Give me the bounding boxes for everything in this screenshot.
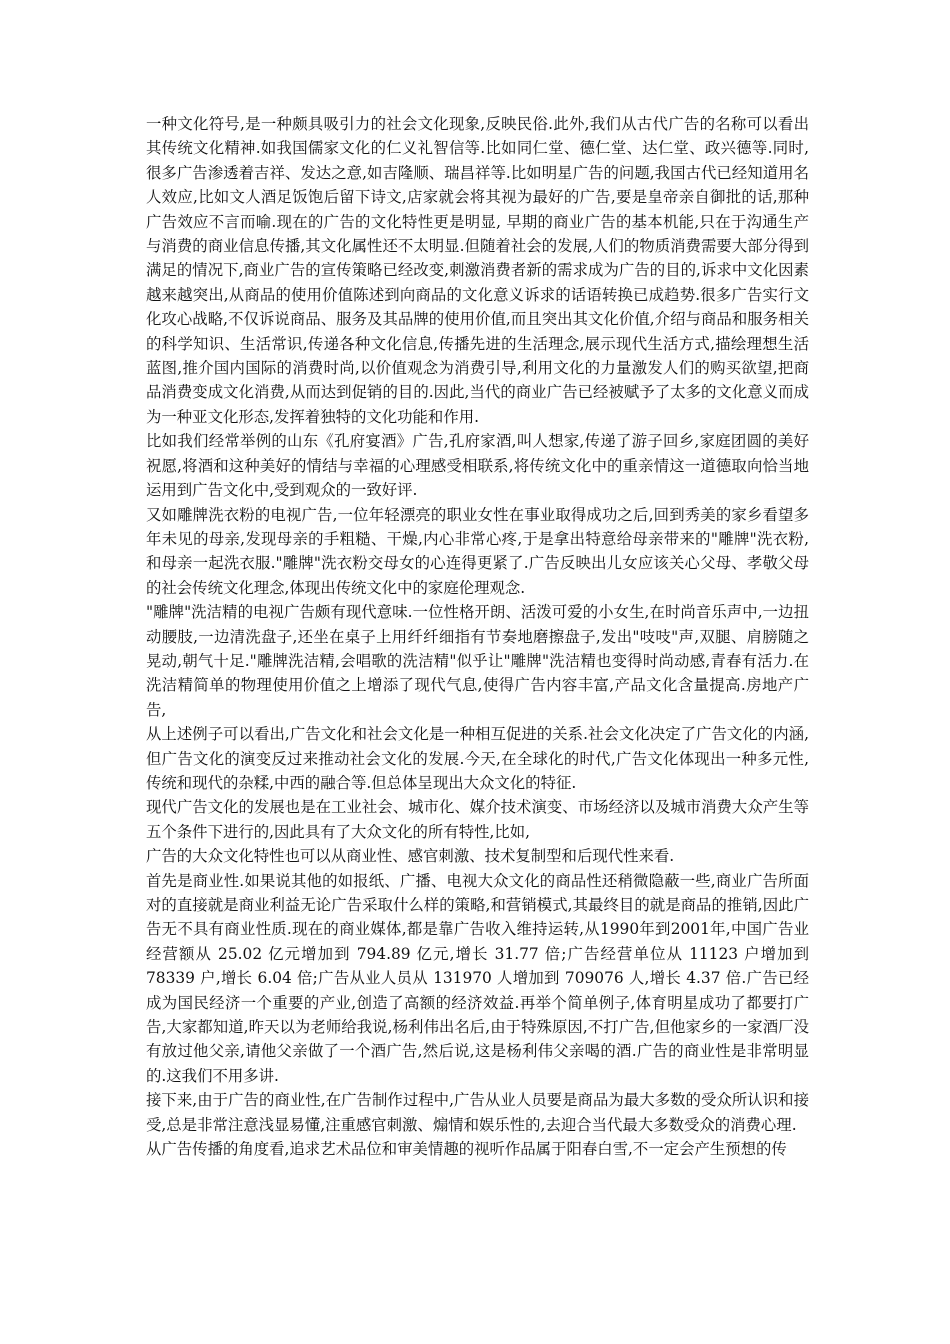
paragraph: "雕牌"洗洁精的电视广告颇有现代意味.一位性格开朗、活泼可爱的小女生,在时尚音乐声中,一边扭动腰肢,一边清洗盘子,还坐在桌子上用纤纤细指有节奏地磨擦盘子,发出"吱吱"声,双腿、肩膀随之晃动,朝气十足."雕牌洗洁精,会唱歌的洗洁精"似乎让"雕牌"洗洁精也变得时尚动感,青春有活力.在洗洁精简单的物理使用价值之上增添了现代气息,使得广告内容丰富,产品文化含量提高.房地产广告,: [146, 603, 809, 719]
document-body: [146, 112, 809, 1161]
paragraph: 又如雕牌洗衣粉的电视广告,一位年轻漂亮的职业女性在事业取得成功之后,回到秀美的家乡看望多年未见的母亲,发现母亲的手粗糙、干燥,内心非常心疼,于是拿出特意给母亲带来的"雕牌"洗衣粉,和母亲一起洗衣服."雕牌"洗衣粉交母女的心连得更紧了.广告反映出儿女应该关心父母、孝敬父母的社会传统文化理念,体现出传统文化中的家庭伦理观念.: [146, 505, 809, 597]
paragraph: 从广告传播的角度看,追求艺术品位和审美情趣的视听作品属于阳春白雪,不一定会产生预想的传: [146, 1140, 787, 1159]
paragraph: 广告的大众文化特性也可以从商业性、感官刺激、技术复制型和后现代性来看.: [146, 847, 675, 866]
paragraph: 接下来,由于广告的商业性,在广告制作过程中,广告从业人员要是商品为最大多数的受众所认识和接受,总是非常注意浅显易懂,注重感官刺激、煽情和娱乐性的,去迎合当代最大多数受众的消费心理.: [146, 1091, 809, 1134]
paragraph: 从上述例子可以看出,广告文化和社会文化是一种相互促进的关系.社会文化决定了广告文化的内涵,但广告文化的演变反过来推动社会文化的发展.今天,在全球化的时代,广告文化体现出一种多元性,传统和现代的杂糅,中西的融合等.但总体呈现出大众文化的特征.: [146, 725, 809, 792]
paragraph: 比如我们经常举例的山东《孔府宴酒》广告,孔府家酒,叫人想家,传递了游子回乡,家庭团圆的美好祝愿,将酒和这种美好的情结与幸福的心理感受相联系,将传统文化中的重亲情这一道德取向恰当地运用到广告文化中,受到观众的一致好评.: [146, 432, 809, 500]
paragraph: 首先是商业性.如果说其他的如报纸、广播、电视大众文化的商品性还稍微隐蔽一些,商业广告所面对的直接就是商业利益无论广告采取什么样的策略,和营销模式,其最终目的就是商品的推销,因此广告无不具有商业性质.现在的商业媒体,都是靠广告收入维持运转,从1990年到2001年,中国广告业经营额从 25.02 亿元增加到 794.89 亿元,增长 31.77 倍;广告经营单位从 11123 户增加到 78339 户,增长 6.04 倍;广告从业人员从 131970 人增加到 709076 人,增长 4.37 倍.广告已经成为国民经济一个重要的产业,创造了高额的经济效益.再举个简单例子,体育明星成功了都要打广告,大家都知道,昨天以为老师给我说,杨利伟出名后,由于特殊原因,不打广告,但他家乡的一家酒厂没有放过他父亲,请他父亲做了一个酒广告,然后说,这是杨利伟父亲喝的酒.广告的商业性是非常明显的.这我们不用多讲.: [146, 871, 809, 1085]
paragraph: 现代广告文化的发展也是在工业社会、城市化、媒介技术演变、市场经济以及城市消费大众产生等五个条件下进行的,因此具有了大众文化的所有特性,比如,: [146, 798, 809, 841]
paragraph: 一种文化符号,是一种颇具吸引力的社会文化现象,反映民俗.此外,我们从古代广告的名称可以看出其传统文化精神.如我国儒家文化的仁义礼智信等.比如同仁堂、德仁堂、达仁堂、政兴德等.同时,很多广告渗透着吉祥、发达之意,如吉隆顺、瑞昌祥等.比如明星广告的问题,我国古代已经知道用名人效应,比如文人酒足饭饱后留下诗文,店家就会将其视为最好的广告,要是皇帝亲自御批的话,那种广告效应不言而喻.现在的广告的文化特性更是明显, 早期的商业广告的基本机能,只在于沟通生产与消费的商业信息传播,其文化属性还不太明显.但随着社会的发展,人们的物质消费需要大部分得到满足的情况下,商业广告的宣传策略已经改变,刺激消费者新的需求成为广告的目的,诉求中文化因素越来越突出,从商品的使用价值陈述到向商品的文化意义诉求的话语转换已成趋势.很多广告实行文化攻心战略,不仅诉说商品、服务及其品牌的使用价值,而且突出其文化价值,介绍与商品和服务相关的科学知识、生活常识,传递各种文化信息,传播先进的生活理念,展示现代生活方式,描绘理想生活蓝图,推介国内国际的消费时尚,以价值观念为消费引导,利用文化的力量激发人们的购买欲望,把商品消费变成文化消费,从而达到促销的目的.因此,当代的商业广告已经被赋予了太多的文化意义而成为一种亚文化形态,发挥着独特的文化功能和作用.: [146, 115, 809, 426]
